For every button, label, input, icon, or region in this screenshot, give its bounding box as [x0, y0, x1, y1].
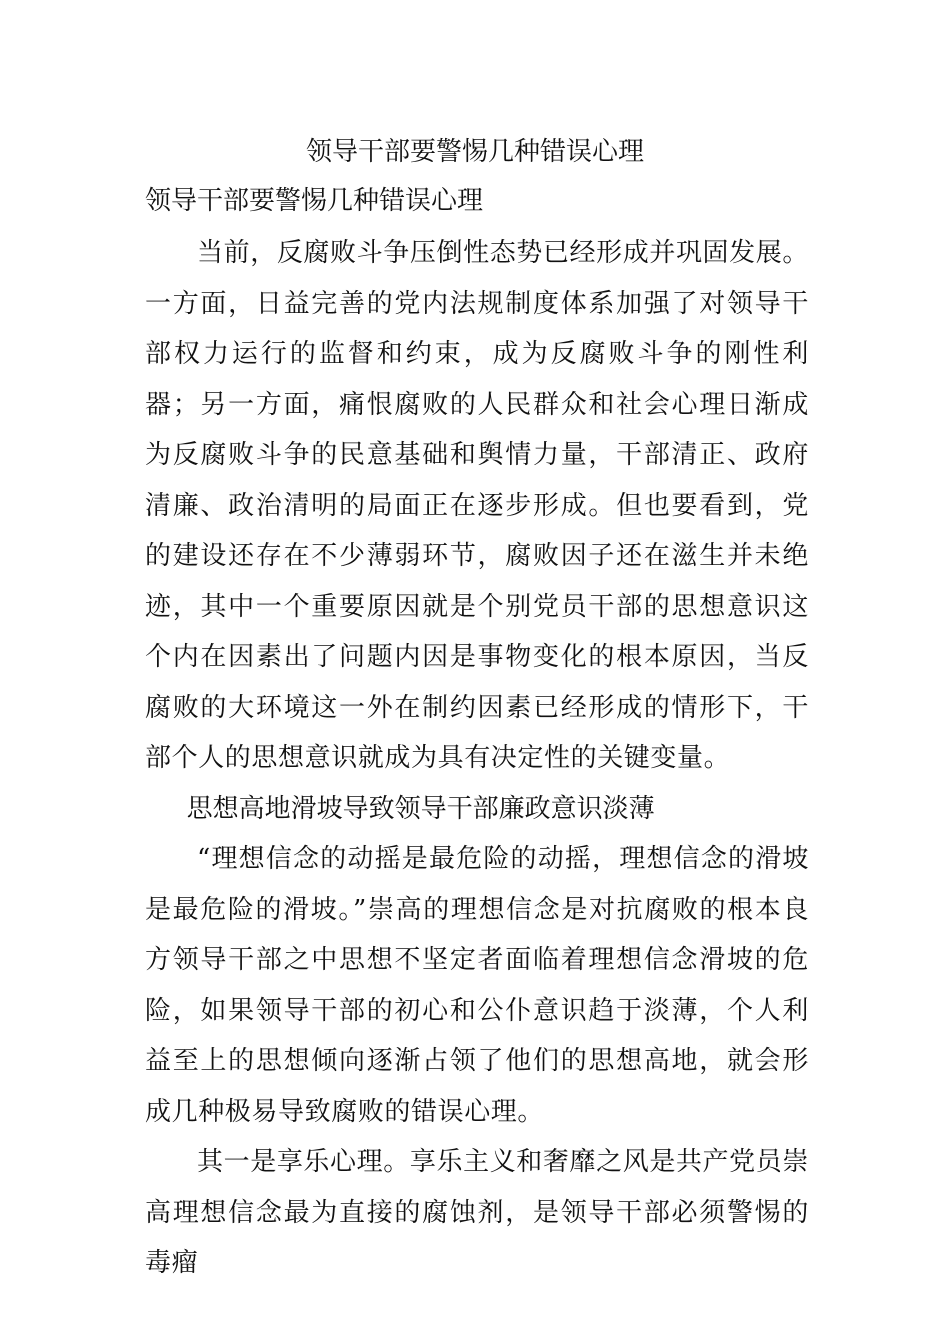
paragraph-hedonism: 其一是享乐心理。享乐主义和奢靡之风是共产党员崇高理想信念最为直接的腐蚀剂，是领导干部必须警惕的毒瘤: [145, 1147, 809, 1278]
paragraph-intro: 当前，反腐败斗争压倒性态势已经形成并巩固发展。一方面，日益完善的党内法规制度体系加强了对领导干部权力运行的监督和约束，成为反腐败斗争的刚性利器；另一方面，痛恨腐败的人民群众和社会心理日渐成为反腐败斗争的民意基础和舆情力量，干部清正、政府清廉、政治清明的局面正在逐步形成。但也要看到，党的建设还存在不少薄弱环节，腐败因子还在滋生并未绝迹，其中一个重要原因就是个别党员干部的思想意识这个内在因素出了问题内因是事物变化的根本原因，当反腐败的大环境这一外在制约因素已经形成的情形下，干部个人的思想意识就成为具有决定性的关键变量。: [145, 238, 809, 773]
section-heading: 思想高地滑坡导致领导干部廉政意识淡薄: [186, 793, 655, 824]
document-body: [145, 228, 809, 1289]
paragraph-ideals: “理想信念的动摇是最危险的动摇，理想信念的滑坡是最危险的滑坡。”崇高的理想信念是对抗腐败的根本良方领导干部之中思想不坚定者面临着理想信念滑坡的危险，如果领导干部的初心和公仆意识趋于淡薄，个人利益至上的思想倾向逐渐占领了他们的思想高地，就会形成几种极易导致腐败的错误心理。: [145, 844, 809, 1127]
document-title: 领导干部要警惕几种错误心理: [305, 137, 644, 167]
document-subtitle: 领导干部要警惕几种错误心理: [145, 186, 484, 216]
